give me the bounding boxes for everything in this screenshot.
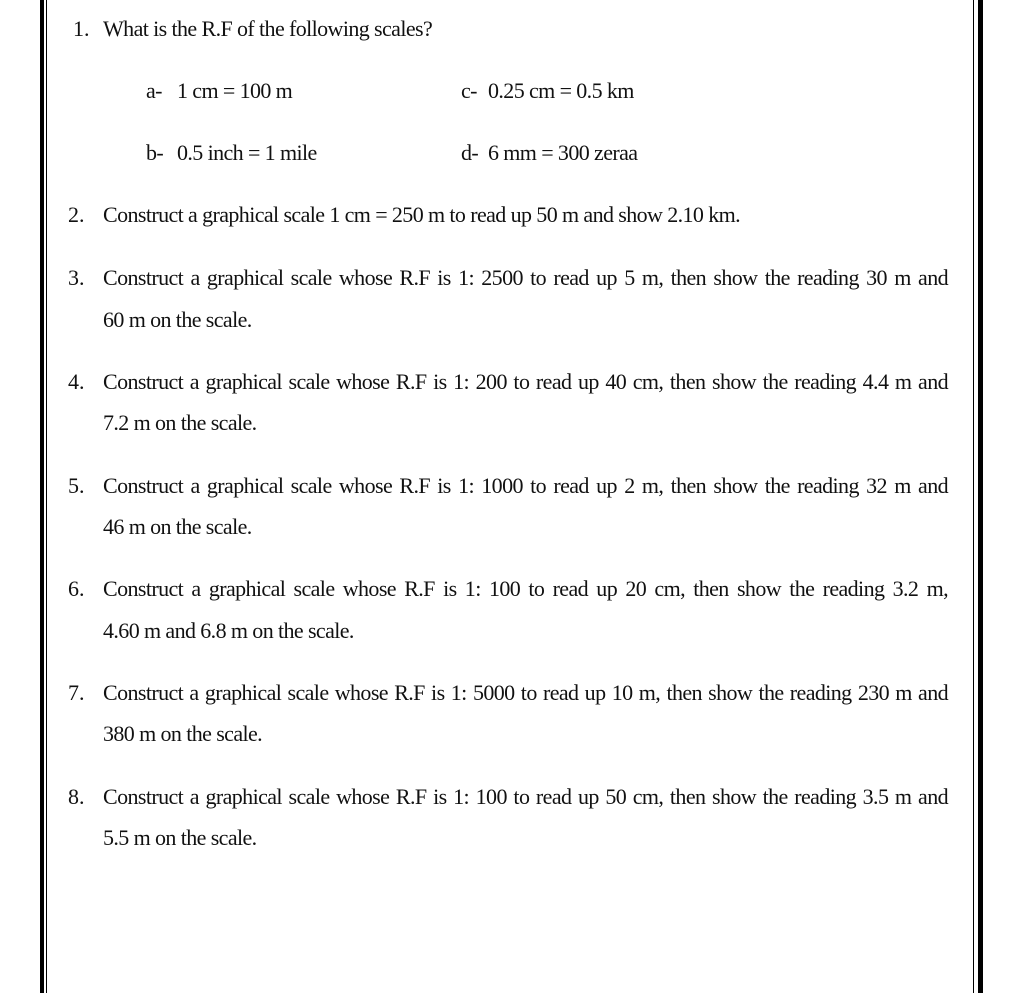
question-number: 8. (68, 784, 85, 809)
question-text-line-1: Construct a graphical scale whose R.F is 1: 2500 to read up 5 m, then show the reading 30 m and (103, 265, 948, 290)
question-text: What is the R.F of the following scales? (103, 16, 433, 41)
question-text-line-2: 46 m on the scale. (103, 514, 252, 539)
part-c-value: 0.25 cm = 0.5 km (488, 78, 634, 103)
question-text-line-1: Construct a graphical scale whose R.F is 1: 1000 to read up 2 m, then show the reading 32 m and (103, 473, 948, 498)
part-d-value: 6 mm = 300 zeraa (488, 140, 638, 165)
question-text-line-2: 7.2 m on the scale. (103, 410, 257, 435)
question-text-line-2: 5.5 m on the scale. (103, 825, 257, 850)
part-a-label: a- (146, 78, 162, 103)
part-a-value: 1 cm = 100 m (177, 78, 293, 103)
part-b-value: 0.5 inch = 1 mile (177, 140, 317, 165)
question-text: Construct a graphical scale 1 cm = 250 m to read up 50 m and show 2.10 km. (103, 202, 741, 227)
part-d-label: d- (461, 140, 479, 165)
question-number: 2. (68, 202, 85, 227)
question-text-line-1: Construct a graphical scale whose R.F is 1: 200 to read up 40 cm, then show the reading 4.4 m and (103, 369, 948, 394)
question-text-line-1: Construct a graphical scale whose R.F is 1: 5000 to read up 10 m, then show the reading 230 m and (103, 680, 948, 705)
question-number: 4. (68, 369, 85, 394)
question-text-line-2: 4.60 m and 6.8 m on the scale. (103, 618, 354, 643)
question-number: 3. (68, 265, 85, 290)
question-text-line-1: Construct a graphical scale whose R.F is 1: 100 to read up 50 cm, then show the reading 3.5 m and (103, 784, 948, 809)
question-text-line-1: Construct a graphical scale whose R.F is 1: 100 to read up 20 cm, then show the reading 3.2 m, (103, 576, 948, 601)
question-number: 1. (73, 16, 90, 41)
question-number: 6. (68, 576, 85, 601)
question-number: 7. (68, 680, 85, 705)
question-text-line-2: 60 m on the scale. (103, 307, 252, 332)
part-c-label: c- (461, 78, 477, 103)
question-text-line-2: 380 m on the scale. (103, 721, 263, 746)
part-b-label: b- (146, 140, 164, 165)
question-number: 5. (68, 473, 85, 498)
